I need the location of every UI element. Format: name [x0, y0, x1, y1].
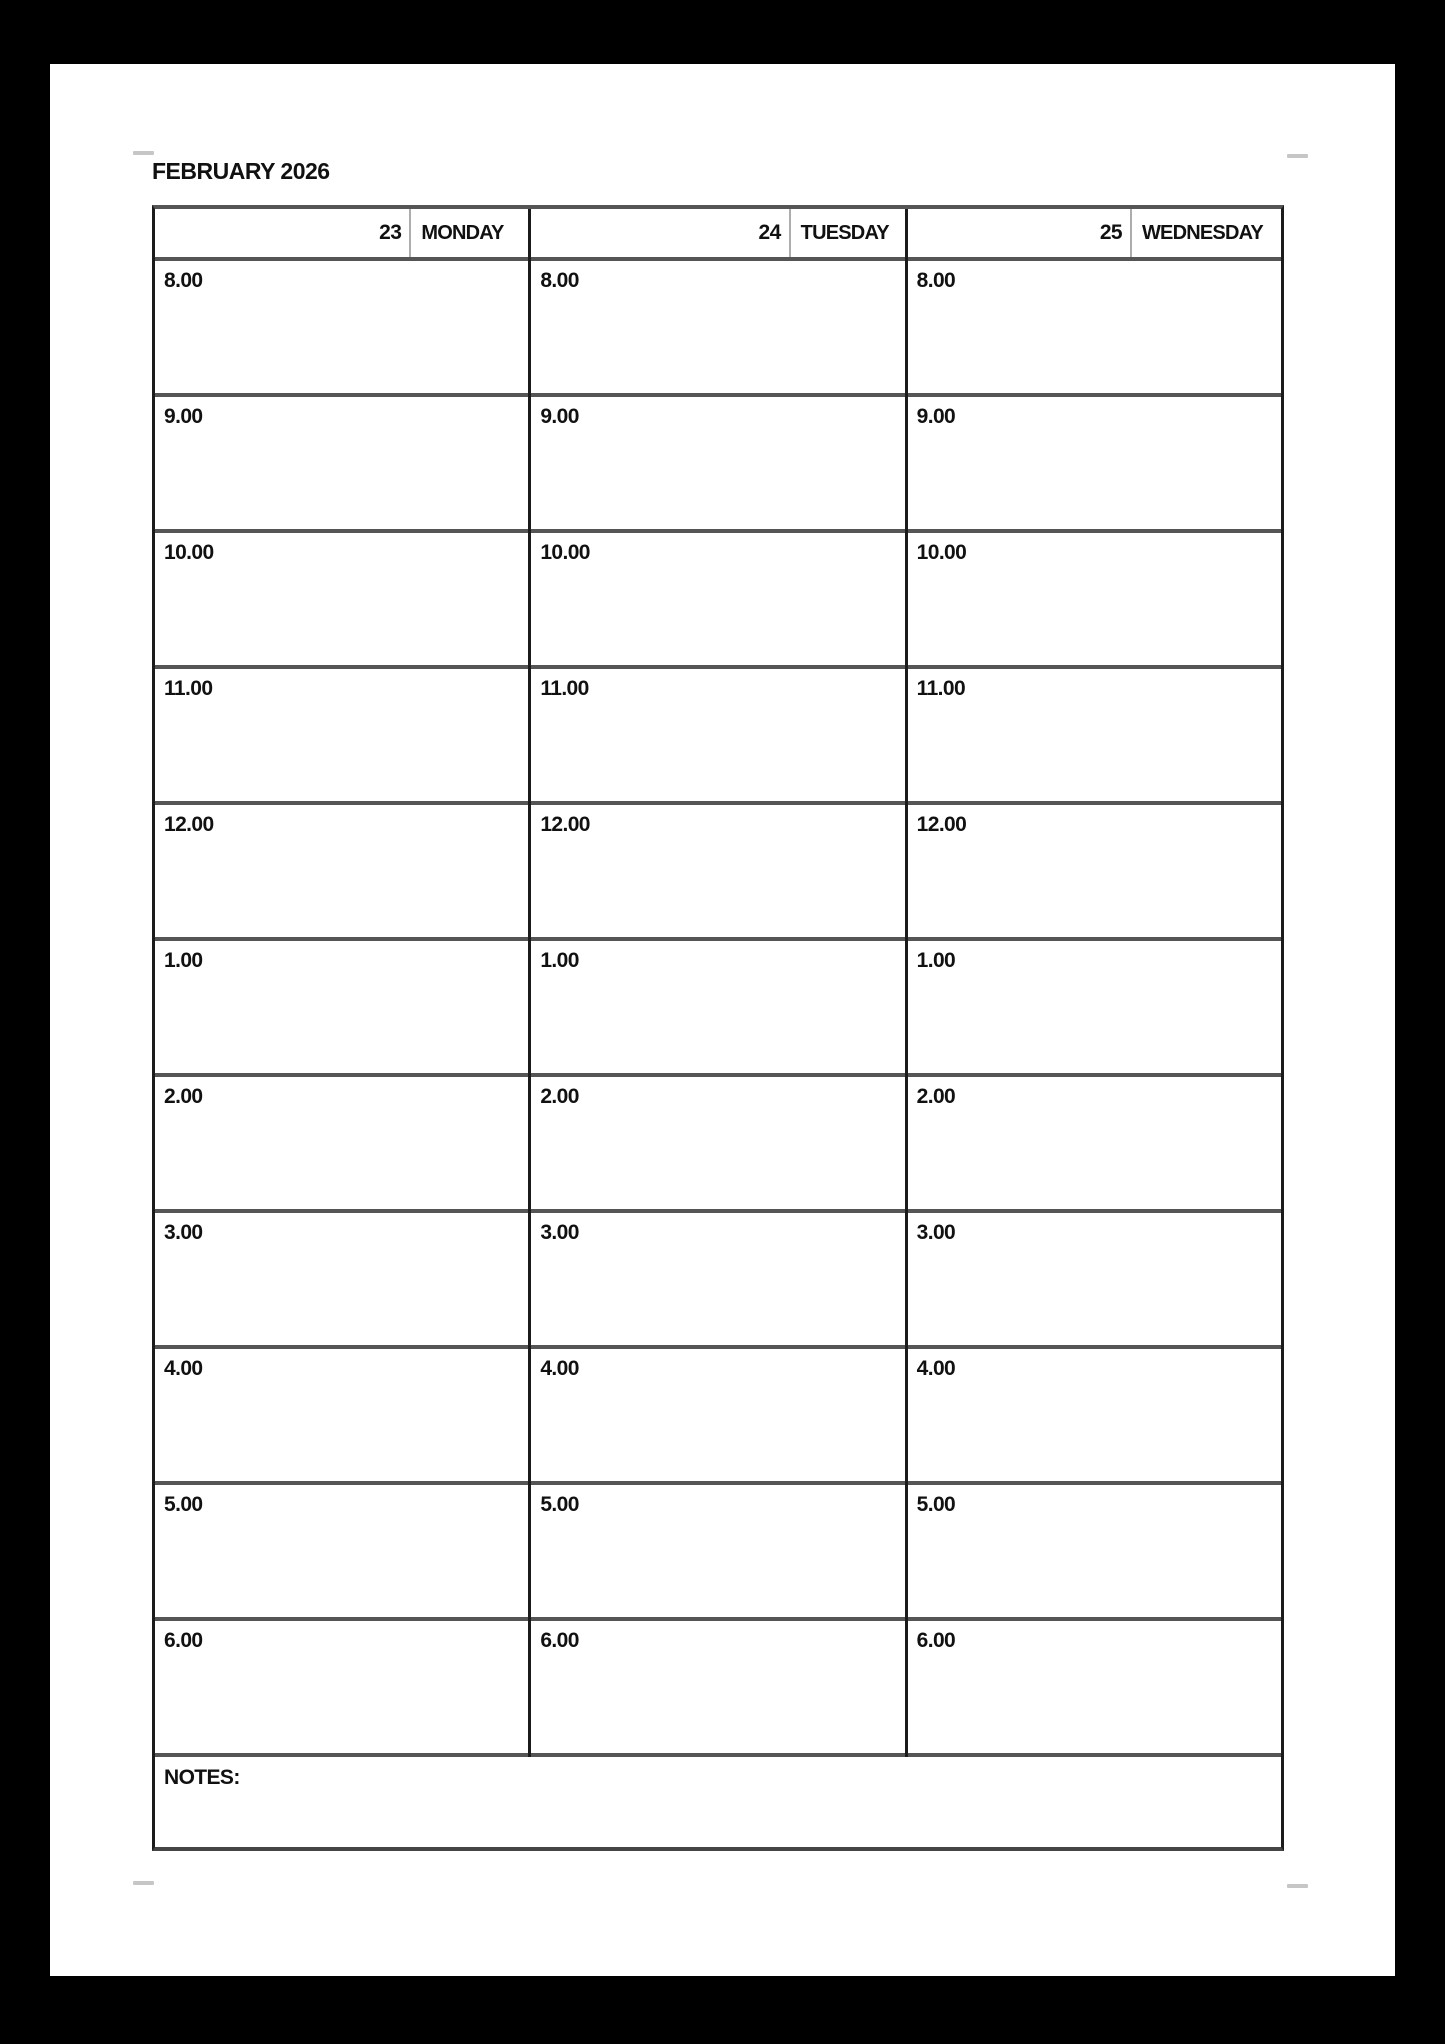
time-slot-cell: 9.00: [531, 397, 904, 533]
day-name: TUESDAY: [800, 221, 889, 244]
page-title: FEBRUARY 2026: [152, 158, 330, 184]
day-columns: [155, 209, 1281, 1757]
time-slot-cell: 9.00: [155, 397, 528, 533]
day-column-tuesday: [528, 209, 904, 1757]
margin-crop-mark-top-right: [1287, 154, 1308, 158]
time-slot-cell: 2.00: [155, 1077, 528, 1213]
time-slot-cell: 2.00: [531, 1077, 904, 1213]
time-slot-cell: 3.00: [531, 1213, 904, 1349]
day-column-wednesday: [905, 209, 1281, 1757]
time-slot-cell: 3.00: [155, 1213, 528, 1349]
time-slot-cell: 3.00: [908, 1213, 1281, 1349]
time-slot-cell: 9.00: [908, 397, 1281, 533]
time-slot-cell: 8.00: [155, 261, 528, 397]
time-slot-cell: 11.00: [908, 669, 1281, 805]
time-slot-cell: 11.00: [155, 669, 528, 805]
time-slot-cell: 5.00: [155, 1485, 528, 1621]
time-slot-cell: 5.00: [908, 1485, 1281, 1621]
time-slot-cell: 6.00: [155, 1621, 528, 1757]
weekly-planner-table: [152, 205, 1284, 1851]
time-slot-cell: 4.00: [155, 1349, 528, 1485]
day-header-wednesday: [908, 209, 1281, 261]
time-slot-cell: 6.00: [531, 1621, 904, 1757]
day-name: WEDNESDAY: [1141, 221, 1263, 244]
date-number: 24: [531, 209, 790, 257]
date-number: 23: [155, 209, 411, 257]
time-slot-cell: 12.00: [531, 805, 904, 941]
time-slot-cell: 8.00: [908, 261, 1281, 397]
day-header-tuesday: [531, 209, 904, 261]
document-page: [50, 64, 1395, 1976]
time-slot-cell: 6.00: [908, 1621, 1281, 1757]
time-slot-cell: 11.00: [531, 669, 904, 805]
time-slot-cell: 5.00: [531, 1485, 904, 1621]
time-slot-cell: 4.00: [531, 1349, 904, 1485]
time-slot-cell: 4.00: [908, 1349, 1281, 1485]
margin-crop-mark-bottom-right: [1287, 1884, 1308, 1888]
time-slot-cell: 10.00: [155, 533, 528, 669]
day-name: MONDAY: [421, 221, 504, 244]
time-slot-cell: 1.00: [531, 941, 904, 1077]
time-slot-cell: 10.00: [531, 533, 904, 669]
time-slot-cell: 2.00: [908, 1077, 1281, 1213]
time-slot-cell: 1.00: [155, 941, 528, 1077]
time-slot-cell: 12.00: [908, 805, 1281, 941]
notes-row: [155, 1757, 1281, 1847]
day-header-monday: [155, 209, 528, 261]
margin-crop-mark-bottom-left: [133, 1881, 154, 1885]
time-slot-cell: 10.00: [908, 533, 1281, 669]
day-column-monday: [155, 209, 528, 1757]
time-slot-cell: 12.00: [155, 805, 528, 941]
margin-crop-mark-top-left: [133, 151, 154, 155]
date-number: 25: [908, 209, 1132, 257]
notes-label: NOTES:: [164, 1766, 240, 1789]
time-slot-cell: 8.00: [531, 261, 904, 397]
time-slot-cell: 1.00: [908, 941, 1281, 1077]
